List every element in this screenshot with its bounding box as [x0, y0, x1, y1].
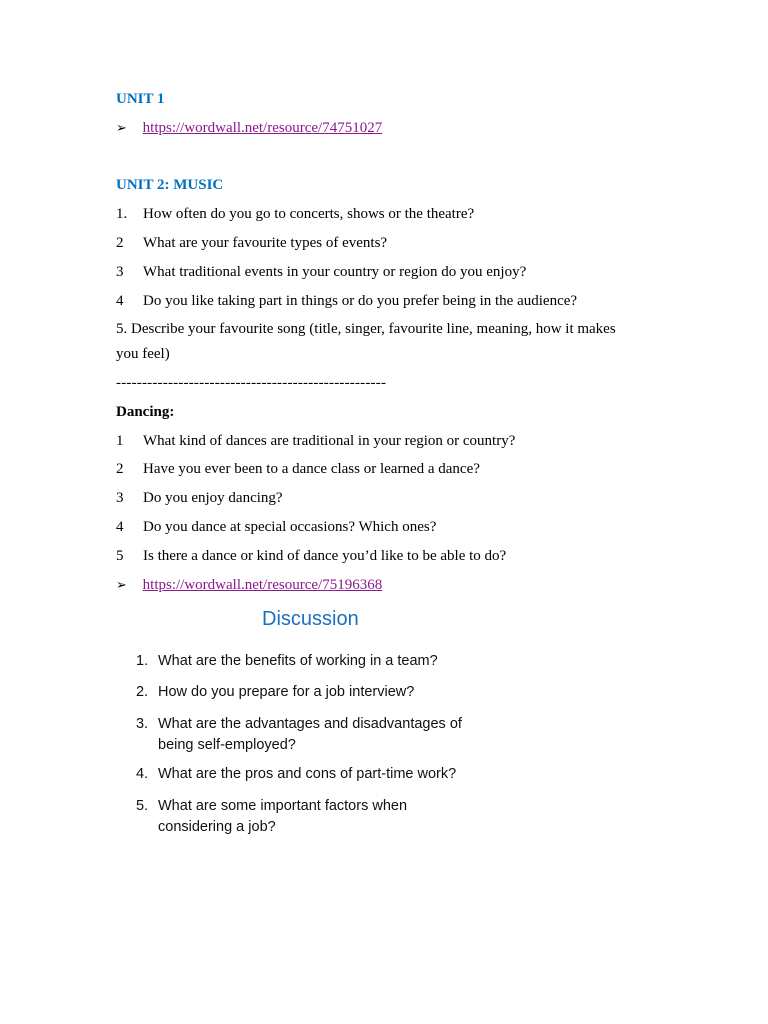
question-text: What traditional events in your country or region do you enjoy? [143, 264, 527, 280]
unit2-heading: UNIT 2: MUSIC [116, 177, 224, 193]
dancing-question-5 [116, 548, 506, 565]
discussion-item-4 [136, 766, 456, 782]
question-number: 2 [116, 235, 124, 251]
item-text: What are some important factors when [158, 798, 408, 814]
question-text: Do you enjoy dancing? [143, 490, 283, 506]
item-text-continuation: considering a job? [158, 819, 276, 835]
music-question-1 [116, 206, 474, 223]
question-number: 3 [116, 490, 124, 506]
section-separator: ---------------------------------------------------- [116, 375, 387, 391]
unit1-link-row [116, 120, 382, 137]
question-number: 1. [116, 206, 128, 222]
music-question-4 [116, 293, 577, 310]
question-text: How often do you go to concerts, shows or the theatre? [143, 206, 475, 222]
discussion-item-3 [136, 714, 462, 756]
item-number: 2. [136, 684, 149, 700]
music-question-2 [116, 235, 387, 252]
question-text: What kind of dances are traditional in your region or country? [143, 433, 516, 449]
item-number: 1. [136, 653, 149, 669]
question-text: Do you dance at special occasions? Which ones? [143, 519, 437, 535]
dancing-link-row [116, 577, 382, 594]
music-question-5-line2: you feel) [116, 346, 170, 362]
dancing-question-1 [116, 433, 515, 450]
unit1-wordwall-link[interactable]: https://wordwall.net/resource/74751027 [142, 120, 383, 136]
item-number: 5. [136, 798, 149, 814]
item-number: 4. [136, 766, 149, 782]
item-text-continuation: being self-employed? [158, 737, 296, 753]
question-number: 2 [116, 461, 124, 477]
music-question-3 [116, 264, 526, 281]
question-text: What are your favourite types of events? [143, 235, 388, 251]
question-number: 5 [116, 548, 124, 564]
item-text: How do you prepare for a job interview? [158, 684, 415, 700]
question-text: Is there a dance or kind of dance you’d like to be able to do? [143, 548, 507, 564]
question-text: Have you ever been to a dance class or learned a dance? [143, 461, 480, 477]
discussion-item-5 [136, 796, 407, 838]
item-text: What are the pros and cons of part-time work? [158, 766, 457, 782]
dancing-heading: Dancing: [116, 404, 175, 420]
item-text: What are the advantages and disadvantages of [158, 716, 462, 732]
item-text: What are the benefits of working in a team? [158, 653, 438, 669]
dancing-wordwall-link[interactable]: https://wordwall.net/resource/75196368 [142, 577, 383, 593]
question-text: Do you like taking part in things or do you prefer being in the audience? [143, 293, 578, 309]
dancing-question-4 [116, 519, 436, 536]
dancing-question-3 [116, 490, 283, 507]
arrow-bullet-icon: ➢ [116, 577, 127, 592]
discussion-item-2 [136, 684, 414, 700]
music-question-5-line1: 5. Describe your favourite song (title, singer, favourite line, meaning, how it makes [116, 321, 616, 337]
question-number: 3 [116, 264, 124, 280]
discussion-title: Discussion [262, 608, 359, 630]
discussion-item-1 [136, 653, 438, 669]
question-number: 1 [116, 433, 124, 449]
unit1-heading: UNIT 1 [116, 91, 165, 107]
dancing-question-2 [116, 461, 480, 478]
question-number: 4 [116, 293, 124, 309]
arrow-bullet-icon: ➢ [116, 120, 127, 135]
item-number: 3. [136, 716, 149, 732]
question-number: 4 [116, 519, 124, 535]
